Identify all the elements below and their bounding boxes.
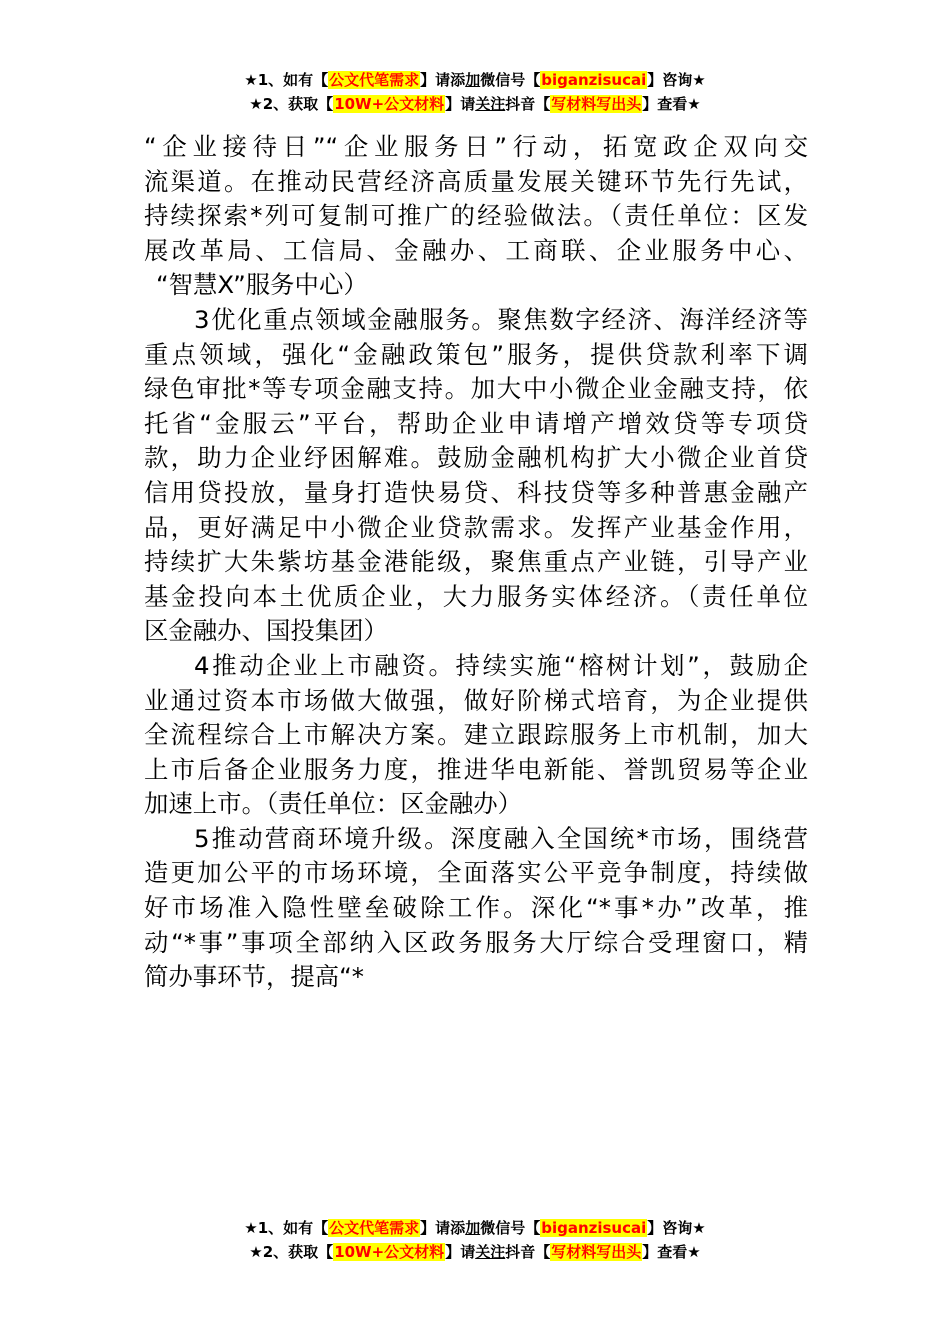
body-line: 动“*事”事项全部纳入区政务服务大厅综合受理窗口，精 bbox=[144, 927, 808, 957]
footer-line-2-part: 抖音【 bbox=[505, 1243, 551, 1261]
footer-line-1 bbox=[0, 1216, 950, 1240]
body-line: 款，助力企业纾困解难。鼓励金融机构扩大小微企业首贷 bbox=[144, 443, 808, 473]
header-banner bbox=[0, 68, 950, 116]
document-body bbox=[144, 130, 808, 995]
header-line-1-part: 微信号【 bbox=[480, 71, 541, 89]
body-line: 托省“金服云”平台，帮助企业申请增产增效贷等专项贷 bbox=[144, 408, 808, 438]
highlight-douyin-account: 写材料写出头 bbox=[551, 95, 642, 113]
body-line: 基金投向本土优质企业，大力服务实体经济。（责任单位 bbox=[144, 581, 808, 611]
footer-line-2-part: ★2、获取【 bbox=[249, 1243, 334, 1261]
header-line-1-part: 】咨询★ bbox=[647, 71, 706, 89]
header-line-2-part: 】请 bbox=[445, 95, 476, 113]
body-line: 持续扩大朱紫坊基金港能级，聚焦重点产业链，引导产业 bbox=[144, 547, 808, 577]
highlight-douyin-account: 写材料写出头 bbox=[551, 1243, 642, 1261]
body-line-paragraph-4-start: 4推动企业上市融资。持续实施“榕树计划”，鼓励企 bbox=[194, 650, 808, 680]
body-line: 展改革局、工信局、金融办、工商联、企业服务中心、 bbox=[144, 235, 808, 265]
highlight-ghostwriting: 公文代笔需求 bbox=[329, 71, 420, 89]
highlight-ghostwriting: 公文代笔需求 bbox=[329, 1219, 420, 1237]
body-line: 绿色审批*等专项金融支持。加大中小微企业金融支持，依 bbox=[144, 374, 808, 404]
highlight-materials: 10W+公文材料 bbox=[334, 95, 445, 113]
body-line: 信用贷投放，量身打造快易贷、科技贷等多种普惠金融产 bbox=[144, 477, 808, 507]
body-line: 加速上市。（责任单位：区金融办） bbox=[144, 789, 523, 819]
header-line-2-part: ★2、获取【 bbox=[249, 95, 334, 113]
highlight-wechat-id: biganzisucai bbox=[541, 1219, 647, 1237]
header-line-2-part: 】查看★ bbox=[642, 95, 701, 113]
highlight-materials: 10W+公文材料 bbox=[334, 1243, 445, 1261]
body-line: 重点领域，强化“金融政策包”服务，提供贷款利率下调 bbox=[144, 339, 808, 369]
body-line-paragraph-5-start: 5推动营商环境升级。深度融入全国统*市场，围绕营 bbox=[194, 823, 808, 853]
header-line-1-part: 】请添 bbox=[420, 71, 466, 89]
footer-banner bbox=[0, 1216, 950, 1264]
body-line: 造更加公平的市场环境，全面落实公平竞争制度，持续做 bbox=[144, 858, 808, 888]
header-line-2-underlined: 关注 bbox=[475, 95, 506, 113]
body-line: 业通过资本市场做大做强，做好阶梯式培育，为企业提供 bbox=[144, 685, 808, 715]
body-line: 流渠道。在推动民营经济高质量发展关键环节先行先试， bbox=[144, 166, 808, 196]
body-line: 上市后备企业服务力度，推进华电新能、誉凯贸易等企业 bbox=[144, 754, 808, 784]
header-line-2-part: 抖音【 bbox=[505, 95, 551, 113]
body-line: “智慧X”服务中心） bbox=[156, 270, 368, 300]
footer-line-1-part: 】咨询★ bbox=[647, 1219, 706, 1237]
footer-line-2 bbox=[0, 1240, 950, 1264]
footer-line-2-underlined: 关注 bbox=[475, 1243, 506, 1261]
body-line: 持续探索*列可复制可推广的经验做法。（责任单位：区发 bbox=[144, 201, 808, 231]
body-line: 品，更好满足中小微企业贷款需求。发挥产业基金作用， bbox=[144, 512, 808, 542]
body-line-paragraph-3-start: 3优化重点领域金融服务。聚焦数字经济、海洋经济等 bbox=[194, 304, 808, 334]
body-line: “企业接待日”“企业服务日”行动，拓宽政企双向交 bbox=[144, 132, 808, 161]
footer-line-1-part: ★1、如有【 bbox=[244, 1219, 329, 1237]
footer-line-1-underlined: 加 bbox=[465, 1219, 481, 1237]
footer-line-2-part: 】请 bbox=[445, 1243, 476, 1261]
footer-line-2-part: 】查看★ bbox=[642, 1243, 701, 1261]
footer-line-1-part: 微信号【 bbox=[480, 1219, 541, 1237]
header-line-1-underlined: 加 bbox=[465, 71, 481, 89]
body-line: 好市场准入隐性壁垒破除工作。深化“*事*办”改革，推 bbox=[144, 893, 808, 923]
footer-line-1-part: 】请添 bbox=[420, 1219, 466, 1237]
header-line-2 bbox=[0, 92, 950, 116]
body-line: 简办事环节，提高“* bbox=[144, 962, 364, 992]
header-line-1 bbox=[0, 68, 950, 92]
body-line: 区金融办、国投集团） bbox=[144, 616, 388, 646]
body-line: 全流程综合上市解决方案。建立跟踪服务上市机制，加大 bbox=[144, 720, 808, 750]
header-line-1-part: ★1、如有【 bbox=[244, 71, 329, 89]
highlight-wechat-id: biganzisucai bbox=[541, 71, 647, 89]
